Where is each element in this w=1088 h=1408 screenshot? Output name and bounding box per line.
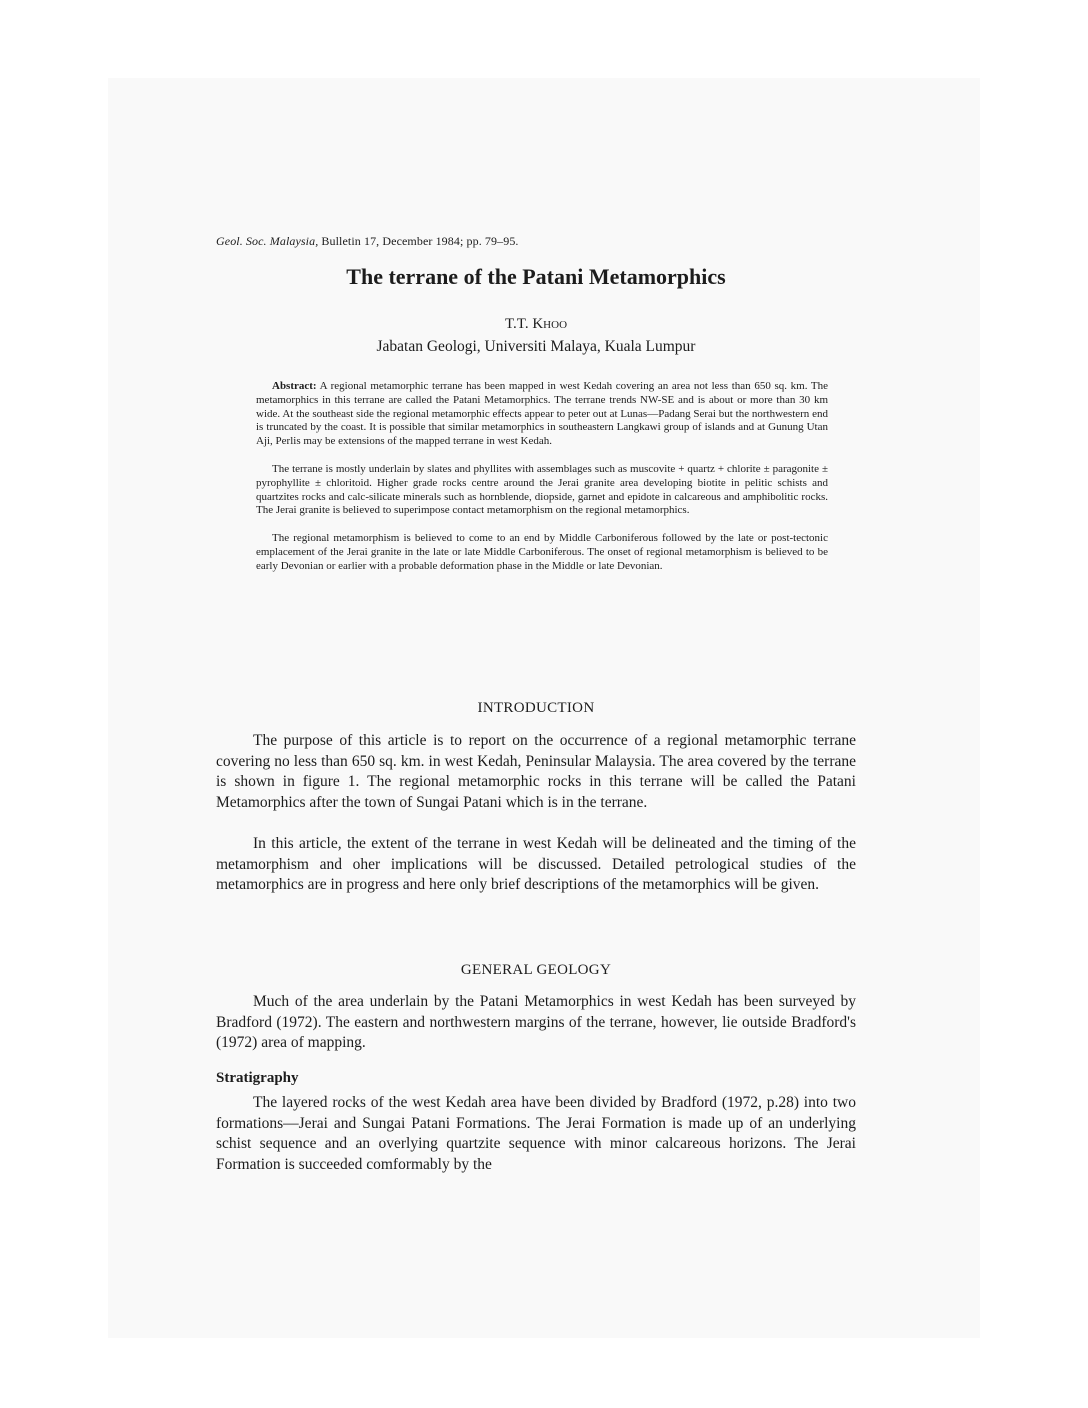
abstract-paragraph: The terrane is mostly underlain by slates and phyllites with assemblages such as muscovite + quartz + chlorite ± paragonite ± pyrophyllite ± chloritoid. Higher grade rocks centre around the Jerai granite area developing biotite in pelitic schists and quartzites rocks and calc-silicate minerals such as hornblende, diopside, garnet and epidote in calcareous and amphibolitic rocks. The Jerai granite is believed to superimpose contact metamorphism on the regional metamorphics. [256, 462, 828, 517]
body-paragraph: In this article, the extent of the terrane in west Kedah will be delineated and the timing of the metamorphism and oher implications will be discussed. Detailed petrological studies of the metamorphics are in progress and here only brief descriptions of the metamorphics will be given. [216, 835, 856, 893]
abstract-paragraph: The regional metamorphism is believed to come to an end by Middle Carboniferous followed by the late or post-tectonic emplacement of the Jerai granite in the late or late Middle Carboniferous. The onset of regional metamorphism is believed to be early Devonian or earlier with a probable deformation phase in the Middle or late Devonian. [256, 532, 828, 572]
body-paragraph: Much of the area underlain by the Patani Metamorphics in west Kedah has been surveyed by Bradford (1972). The eastern and northwestern margins of the terrane, however, lie outside Bradford's (1972) area of mapping. [216, 993, 856, 1051]
citation-line [216, 234, 519, 249]
abstract-paragraph [256, 380, 828, 449]
citation-details: Bulletin 17, December 1984; pp. 79–95. [318, 234, 519, 248]
author-surname: Khoo [532, 316, 568, 332]
author-name [216, 316, 856, 333]
abstract-label: Abstract: [272, 380, 317, 392]
body-paragraph: The layered rocks of the west Kedah area have been divided by Bradford (1972, p.28) into two formations—Jerai and Sungai Patani Formations. The Jerai Formation is made up of an underlying schist sequence and an overlying quartzite sequence with minor calcareous horizons. The Jerai Formation is succeeded comformably by the [216, 1094, 856, 1173]
stratigraphy-heading: Stratigraphy [216, 1070, 299, 1086]
body-paragraph: The purpose of this article is to report on the occurrence of a regional metamorphic terrane covering no less than 650 sq. km. in west Kedah, Peninsular Malaysia. The area covered by the terrane is shown in figure 1. The regional metamorphic rocks in this terrane will be called the Patani Metamorphics after the town of Sungai Patani which is in the terrane. [216, 732, 856, 811]
introduction-heading: INTRODUCTION [477, 700, 595, 716]
general-geology-body [216, 992, 856, 1054]
paper-title: The terrane of the Patani Metamorphics [346, 264, 726, 289]
author-affiliation: Jabatan Geologi, Universiti Malaya, Kuala Lumpur [376, 338, 696, 355]
abstract-paragraph-text: A regional metamorphic terrane has been mapped in west Kedah covering an area not less than 650 sq. km. The metamorphics in this terrane are called the Patani Metamorphics. The terrane trends NW-SE and is about or more than 30 km wide. At the southeast side the regional metamorphic effects appear to peter out at Lunas—Padang Serai but the northwestern end is truncated by the coast. It is possible that similar metamorphics in southeastern Langkawi group of islands and at Gunung Utan Aji, Perlis may be extensions of the mapped terrane in west Kedah. [256, 380, 828, 448]
stratigraphy-body [216, 1093, 856, 1175]
abstract [256, 380, 828, 588]
journal-name: Geol. Soc. Malaysia, [216, 234, 319, 248]
introduction-body [216, 731, 856, 896]
author-initials: T.T. [504, 316, 533, 332]
general-geology-heading: GENERAL GEOLOGY [460, 962, 612, 978]
